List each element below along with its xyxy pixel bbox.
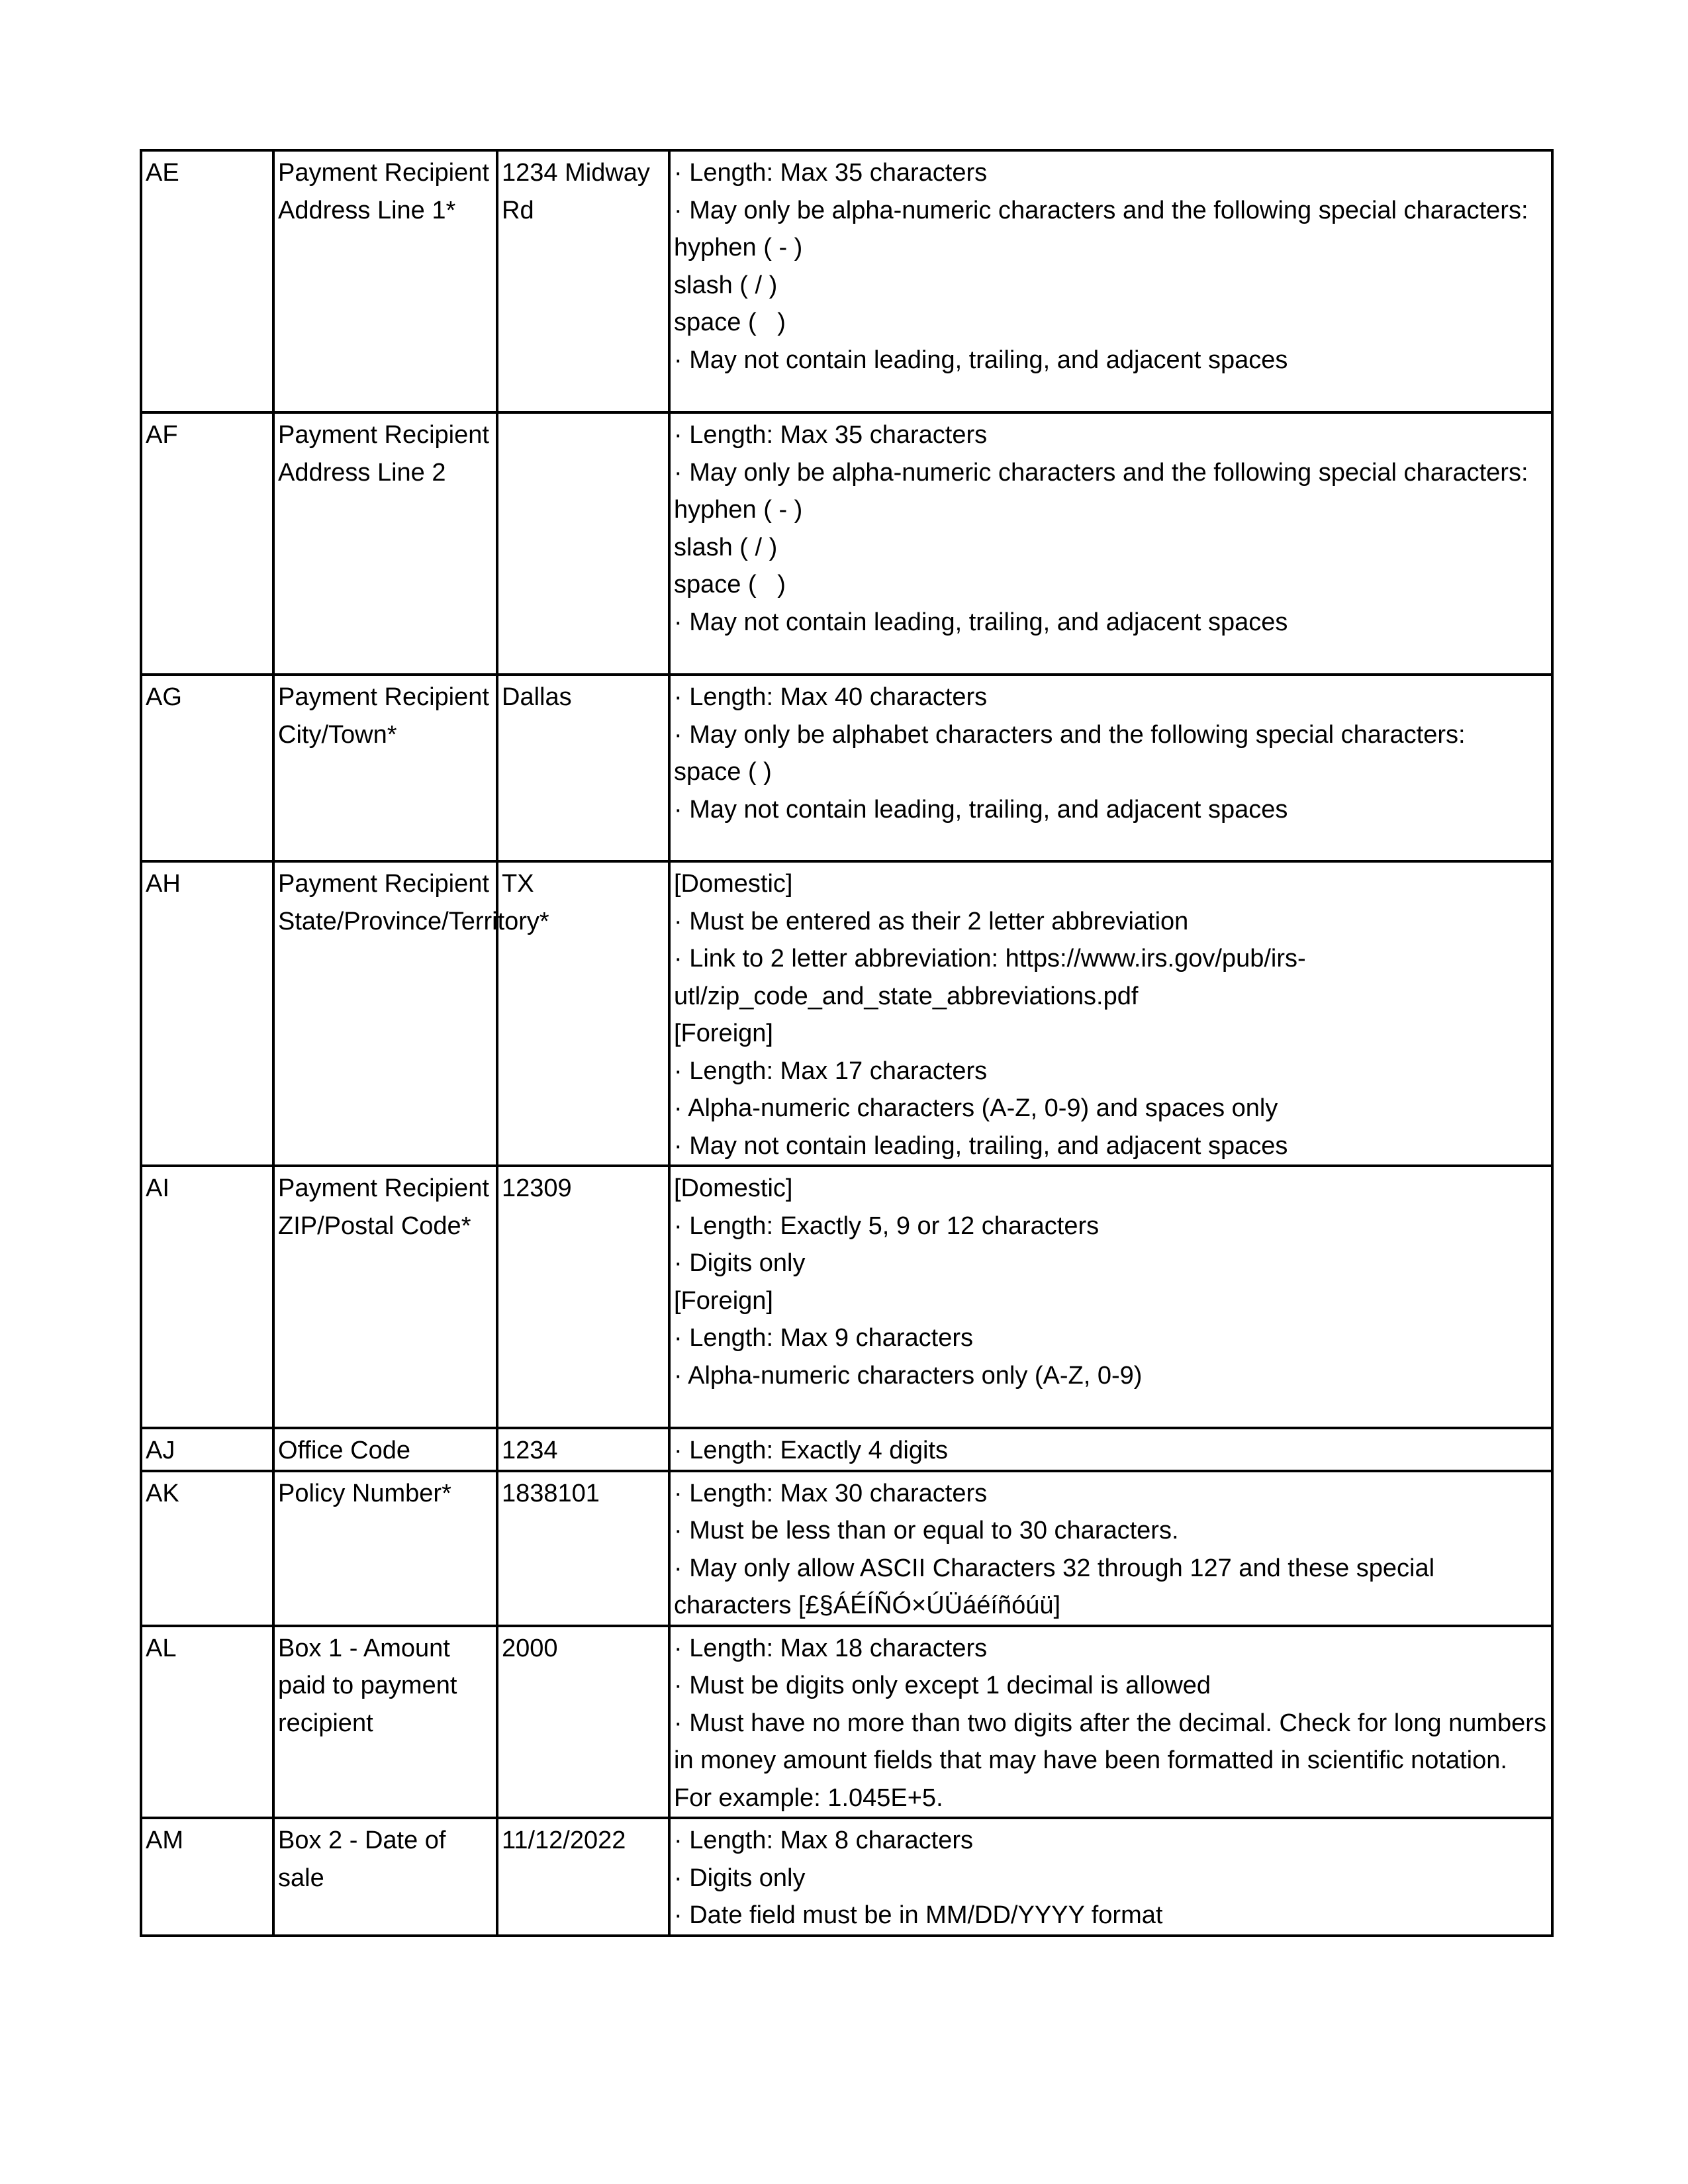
column-letter: AL (146, 1634, 177, 1662)
column-letter-cell (141, 412, 273, 675)
sample-value: 1838101 (502, 1479, 600, 1507)
column-letter: AJ (146, 1437, 175, 1464)
column-letter: AF (146, 421, 178, 449)
field-name-cell (273, 675, 497, 861)
sample-value: TX (502, 870, 534, 898)
validation-rule: · Must have no more than two digits after the decimal. Check for long numbers in money amount fields that may have been formatted in scientific notation. For example: 1.045E+5. (674, 1709, 1554, 1812)
validation-rule: · Length: Max 18 characters (674, 1634, 988, 1662)
validation-rules-cell (669, 861, 1552, 1166)
sample-value-cell (497, 1626, 669, 1819)
validation-rule: [Foreign] (674, 1020, 773, 1047)
validation-rule: · May not contain leading, trailing, and adjacent spaces (674, 608, 1288, 636)
validation-rule: · Length: Exactly 4 digits (674, 1437, 948, 1464)
field-name: Box 2 - Date of sale (278, 1827, 453, 1892)
validation-rule: · Alpha-numeric characters only (A-Z, 0-9) (674, 1361, 1143, 1390)
sample-value-cell (497, 1166, 669, 1428)
field-name: Office Code (278, 1437, 410, 1464)
validation-rule: · May only be alpha-numeric characters and the following special characters: (674, 196, 1528, 224)
field-name-cell (273, 150, 497, 412)
sample-value: 11/12/2022 (502, 1827, 626, 1854)
sample-value-cell (497, 150, 669, 412)
validation-rules-cell (669, 1626, 1552, 1819)
table-row (141, 150, 1552, 412)
field-name: Payment Recipient State/Province/Territory* (278, 870, 549, 935)
validation-rule: · Must be entered as their 2 letter abbreviation (674, 907, 1189, 935)
validation-rule: · Length: Max 35 characters (674, 159, 988, 187)
validation-rule: · Length: Max 35 characters (674, 421, 988, 449)
validation-rule: hyphen ( - ) (674, 496, 803, 524)
validation-rule: · May only be alphabet characters and the following special characters: (674, 720, 1466, 749)
table-row (141, 1471, 1552, 1626)
table-row (141, 1166, 1552, 1428)
validation-rule: · May not contain leading, trailing, and adjacent spaces (674, 1131, 1288, 1160)
validation-rule: · Length: Max 17 characters (674, 1057, 988, 1085)
validation-rule: space ( ) (674, 571, 786, 598)
sample-value: 1234 (502, 1437, 558, 1464)
column-letter-cell (141, 150, 273, 412)
sample-value-cell (497, 861, 669, 1166)
column-letter: AI (146, 1174, 169, 1202)
field-name: Policy Number* (278, 1479, 451, 1507)
field-name: Payment Recipient Address Line 1* (278, 159, 495, 224)
column-letter-cell (141, 1626, 273, 1819)
sample-value-cell (497, 675, 669, 861)
column-letter-cell (141, 1166, 273, 1428)
field-name: Payment Recipient Address Line 2 (278, 421, 495, 487)
field-name-cell (273, 1626, 497, 1819)
sample-value-cell (497, 412, 669, 675)
field-name: Payment Recipient ZIP/Postal Code* (278, 1174, 496, 1240)
validation-rules-cell (669, 1818, 1552, 1936)
table-row (141, 861, 1552, 1166)
sample-value: Dallas (502, 683, 572, 711)
validation-rule: · Digits only (674, 1249, 806, 1277)
validation-rule: · Digits only (674, 1864, 806, 1892)
sample-value: 1234 Midway Rd (502, 159, 657, 224)
validation-rule: · Length: Max 8 characters (674, 1827, 973, 1854)
table-row (141, 1428, 1552, 1471)
field-name-cell (273, 412, 497, 675)
validation-rule: · Length: Max 9 characters (674, 1324, 973, 1352)
field-spec-table (140, 149, 1554, 1937)
validation-rule: slash ( / ) (674, 271, 778, 299)
column-letter-cell (141, 1428, 273, 1471)
validation-rule: hyphen ( - ) (674, 234, 803, 261)
table-row (141, 1818, 1552, 1936)
validation-rules-cell (669, 150, 1552, 412)
validation-rules-cell (669, 1471, 1552, 1626)
table-row (141, 1626, 1552, 1819)
column-letter-cell (141, 675, 273, 861)
field-name-cell (273, 1166, 497, 1428)
sample-value-cell (497, 1818, 669, 1936)
sample-value-cell (497, 1471, 669, 1626)
validation-rule: · May only allow ASCII Characters 32 through 127 and these special characters [£§ÁÉÍÑÓ×ÚÜáéíñóúü] (674, 1554, 1442, 1619)
column-letter-cell (141, 1818, 273, 1936)
field-name-cell (273, 1428, 497, 1471)
column-letter: AK (146, 1479, 179, 1507)
sample-value-cell (497, 1428, 669, 1471)
validation-rule: [Foreign] (674, 1286, 773, 1315)
validation-rule: · Length: Exactly 5, 9 or 12 characters (674, 1211, 1100, 1240)
validation-rule: space ( ) (674, 309, 786, 336)
field-name: Box 1 - Amount paid to payment recipient (278, 1634, 464, 1737)
validation-rule: · Length: Max 40 characters (674, 683, 988, 711)
validation-rule: [Domestic] (674, 870, 793, 898)
validation-rule: · May only be alpha-numeric characters and the following special characters: (674, 458, 1528, 487)
field-spec-table-body (141, 150, 1552, 1936)
validation-rules-cell (669, 1428, 1552, 1471)
table-row (141, 675, 1552, 861)
validation-rule: · Link to 2 letter abbreviation: https://www.irs.gov/pub/irs-utl/zip_code_and_state_abbreviations.pdf (674, 945, 1306, 1010)
column-letter: AM (146, 1827, 183, 1854)
field-name-cell (273, 1471, 497, 1626)
column-letter-cell (141, 1471, 273, 1626)
validation-rule: · May not contain leading, trailing, and adjacent spaces (674, 346, 1288, 374)
sample-value: 2000 (502, 1634, 558, 1662)
column-letter: AG (146, 683, 182, 711)
validation-rules-cell (669, 1166, 1552, 1428)
column-letter-cell (141, 861, 273, 1166)
validation-rules-cell (669, 412, 1552, 675)
validation-rule: space ( ) (674, 758, 772, 786)
field-name: Payment Recipient City/Town* (278, 683, 496, 749)
validation-rule: · Length: Max 30 characters (674, 1479, 988, 1507)
table-row (141, 412, 1552, 675)
validation-rule: [Domestic] (674, 1174, 793, 1202)
field-name-cell (273, 1818, 497, 1936)
column-letter: AH (146, 870, 181, 898)
validation-rules-cell (669, 675, 1552, 861)
validation-rule: · Must be less than or equal to 30 characters. (674, 1517, 1179, 1544)
column-letter: AE (146, 159, 179, 187)
validation-rule: · Must be digits only except 1 decimal is allowed (674, 1672, 1211, 1699)
validation-rule: slash ( / ) (674, 533, 778, 561)
validation-rule: · Alpha-numeric characters (A-Z, 0-9) and spaces only (674, 1094, 1278, 1122)
validation-rule: · Date field must be in MM/DD/YYYY format (674, 1901, 1163, 1929)
validation-rule: · May not contain leading, trailing, and adjacent spaces (674, 795, 1288, 824)
sample-value: 12309 (502, 1174, 572, 1202)
